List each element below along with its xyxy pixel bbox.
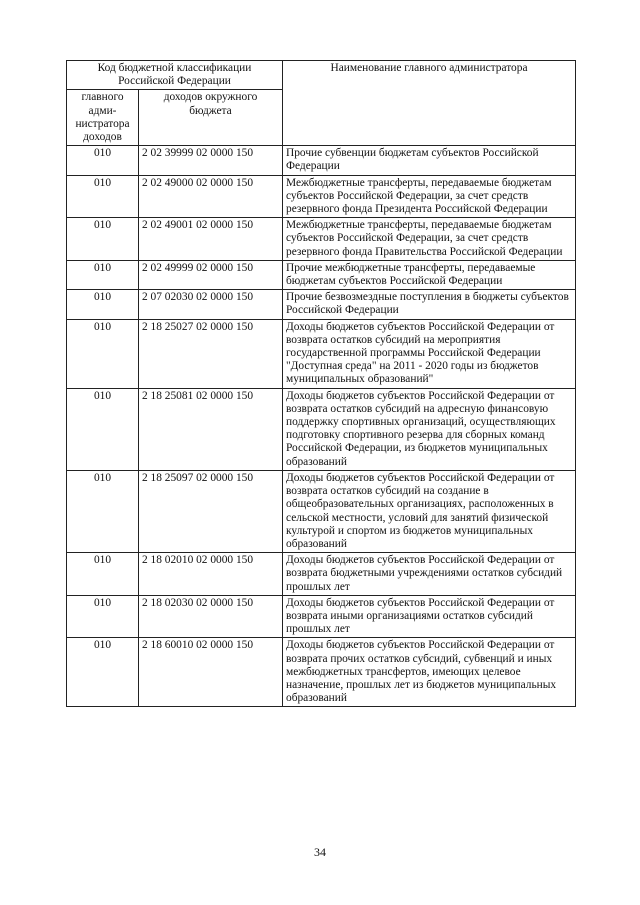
administrator-name-cell: Доходы бюджетов субъектов Российской Федерации от возврата бюджетными учреждениями остатков субсидий прошлых лет <box>283 553 576 596</box>
administrator-name-cell: Доходы бюджетов субъектов Российской Федерации от возврата остатков субсидий на адресную финансовую поддержку спортивных организаций, осуществляющих подготовку спортивного резерва для сборных команд Российской Федерации, из бюджетов муниципальных образований <box>283 388 576 470</box>
income-code-cell: 2 07 02030 02 0000 150 <box>139 290 283 319</box>
table-row <box>67 260 576 289</box>
admin-code-cell: 010 <box>67 638 139 707</box>
administrator-name-cell: Доходы бюджетов субъектов Российской Федерации от возврата прочих остатков субсидий, субвенций и иных межбюджетных трансфертов, имеющих целевое назначение, прошлых лет из бюджетов муниципальных образований <box>283 638 576 707</box>
administrator-name-cell: Прочие субвенции бюджетам субъектов Российской Федерации <box>283 146 576 175</box>
administrator-name-cell: Доходы бюджетов субъектов Российской Федерации от возврата остатков субсидий на мероприятия государственной программы Российской Федерации "Доступная среда" на 2011 - 2020 годы из бюджетов муниципальных образований" <box>283 319 576 388</box>
admin-code-cell: 010 <box>67 319 139 388</box>
table-row <box>67 218 576 261</box>
admin-code-cell: 010 <box>67 146 139 175</box>
header-main-administrator: главного адми-нистратора доходов <box>67 90 139 146</box>
budget-classification-table <box>66 60 576 707</box>
admin-code-cell: 010 <box>67 218 139 261</box>
income-code-cell: 2 02 39999 02 0000 150 <box>139 146 283 175</box>
admin-code-cell: 010 <box>67 175 139 218</box>
administrator-name-cell: Межбюджетные трансферты, передаваемые бюджетам субъектов Российской Федерации, за счет средств резервного фонда Правительства Российской Федерации <box>283 218 576 261</box>
income-code-cell: 2 18 02010 02 0000 150 <box>139 553 283 596</box>
table-body <box>67 146 576 707</box>
income-code-cell: 2 18 25027 02 0000 150 <box>139 319 283 388</box>
table-row <box>67 175 576 218</box>
admin-code-cell: 010 <box>67 290 139 319</box>
table-row <box>67 146 576 175</box>
income-code-cell: 2 18 25081 02 0000 150 <box>139 388 283 470</box>
page-number: 34 <box>314 845 326 859</box>
admin-code-cell: 010 <box>67 595 139 638</box>
income-code-cell: 2 02 49001 02 0000 150 <box>139 218 283 261</box>
header-budget-classification-code: Код бюджетной классификации Российской Федерации <box>67 61 283 90</box>
income-code-cell: 2 18 02030 02 0000 150 <box>139 595 283 638</box>
income-code-cell: 2 02 49999 02 0000 150 <box>139 260 283 289</box>
administrator-name-cell: Доходы бюджетов субъектов Российской Федерации от возврата иными организациями остатков субсидий прошлых лет <box>283 595 576 638</box>
table-row <box>67 388 576 470</box>
administrator-name-cell: Прочие безвозмездные поступления в бюджеты субъектов Российской Федерации <box>283 290 576 319</box>
table-row <box>67 319 576 388</box>
header-district-budget-income: доходов окружного бюджета <box>139 90 283 146</box>
table-row <box>67 470 576 552</box>
header-administrator-name: Наименование главного администратора <box>283 61 576 146</box>
administrator-name-cell: Доходы бюджетов субъектов Российской Федерации от возврата остатков субсидий на создание в общеобразовательных организациях, расположенных в сельской местности, условий для занятий физической культурой и спортом из бюджетов муниципальных образований <box>283 470 576 552</box>
admin-code-cell: 010 <box>67 260 139 289</box>
table-row <box>67 595 576 638</box>
table-row <box>67 638 576 707</box>
administrator-name-cell: Прочие межбюджетные трансферты, передаваемые бюджетам субъектов Российской Федерации <box>283 260 576 289</box>
income-code-cell: 2 18 25097 02 0000 150 <box>139 470 283 552</box>
table-row <box>67 290 576 319</box>
income-code-cell: 2 02 49000 02 0000 150 <box>139 175 283 218</box>
table-row <box>67 553 576 596</box>
admin-code-cell: 010 <box>67 553 139 596</box>
admin-code-cell: 010 <box>67 388 139 470</box>
admin-code-cell: 010 <box>67 470 139 552</box>
administrator-name-cell: Межбюджетные трансферты, передаваемые бюджетам субъектов Российской Федерации, за счет средств резервного фонда Президента Российской Федерации <box>283 175 576 218</box>
income-code-cell: 2 18 60010 02 0000 150 <box>139 638 283 707</box>
table-header-row <box>67 61 576 90</box>
